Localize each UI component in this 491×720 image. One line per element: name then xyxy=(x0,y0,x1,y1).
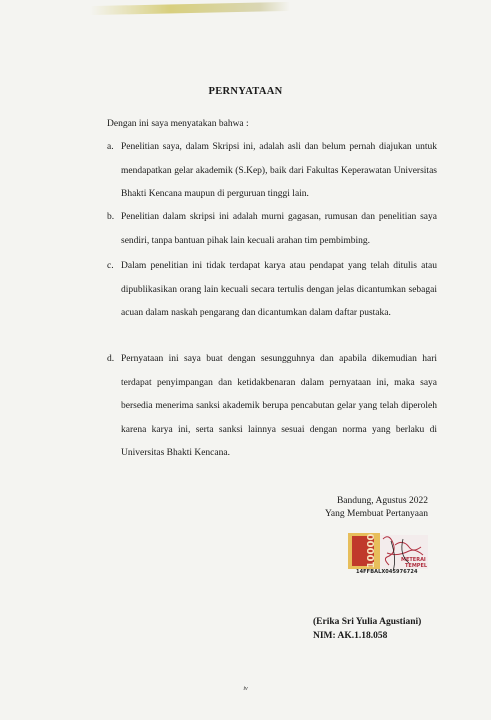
item-text: Penelitian saya, dalam Skripsi ini, adalah asli dan belum pernah diajukan untuk mendapatkan gelar akademik (S.Kep), baik dari Fakultas Keperawatan Universitas Bhakti Kencana maupun di perguruan tinggi lain. xyxy=(121,142,437,199)
page-number: iv xyxy=(243,686,248,692)
page-title: PERNYATAAN xyxy=(208,86,283,97)
item-marker: d. xyxy=(107,354,115,364)
stamp-serial: 14FFBALX045976724 xyxy=(356,569,418,575)
item-marker: c. xyxy=(107,261,114,271)
svg-text:TEMPEL: TEMPEL xyxy=(405,563,428,569)
intro-text: Dengan ini saya menyatakan bahwa : xyxy=(107,119,249,129)
svg-text:10000: 10000 xyxy=(366,533,377,569)
svg-text:METERAI: METERAI xyxy=(401,557,426,563)
item-text: Penelitian dalam skripsi ini adalah murni gagasan, rumusan dan penelitian saya sendiri, tanpa bantuan pihak lain kecuali arahan tim pembimbing. xyxy=(121,212,437,246)
signer-nim: NIM: AK.1.18.058 xyxy=(313,631,388,641)
statement-item-a xyxy=(107,136,437,207)
item-marker: a. xyxy=(107,142,114,152)
signer-block xyxy=(313,615,421,643)
statement-item-d xyxy=(107,348,437,466)
statement-item-b xyxy=(107,206,437,253)
meterai-stamp-icon xyxy=(343,531,433,579)
signer-role: Yang Membuat Pertanyaan xyxy=(325,509,428,519)
statement-item-c xyxy=(107,255,437,326)
item-text: Dalam penelitian ini tidak terdapat karya atau pendapat yang telah ditulis atau dipublikasikan orang lain kecuali secara tertulis dengan jelas dicantumkan sebagai acuan dalam naskah pengarang dan dicantumkan dalam daftar pustaka. xyxy=(121,261,437,318)
signer-name: (Erika Sri Yulia Agustiani) xyxy=(313,617,422,627)
item-marker: b. xyxy=(107,212,115,222)
highlighter-mark xyxy=(90,2,290,15)
place-date: Bandung, Agustus 2022 xyxy=(336,496,428,506)
item-text: Pernyataan ini saya buat dengan sesungguhnya dan apabila dikemudian hari terdapat penyimpangan dan ketidakbenaran dalam pernyataan ini, maka saya bersedia menerima sanksi akademik berupa pencabutan gelar yang telah diperoleh karena karya ini, serta sanksi lainnya sesuai dengan norma yang berlaku di Universitas Bhakti Kencana. xyxy=(121,354,437,458)
signature-header xyxy=(325,495,428,521)
